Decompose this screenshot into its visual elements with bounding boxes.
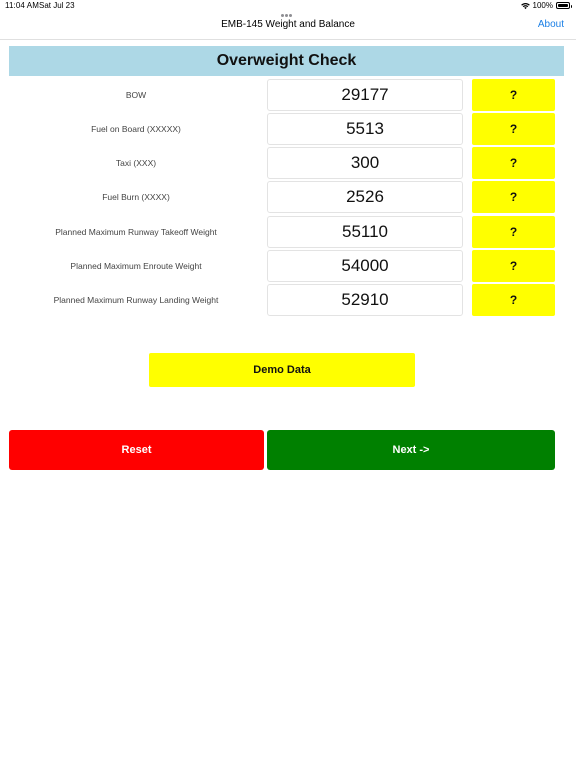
reset-button[interactable]: Reset: [9, 430, 264, 470]
fuel-on-board-input[interactable]: 5513: [267, 113, 463, 145]
fuel-on-board-label: Fuel on Board (XXXXX): [91, 124, 181, 134]
row-max-landing-weight: [0, 284, 576, 316]
wifi-icon: [521, 2, 530, 10]
max-takeoff-weight-help-button[interactable]: ?: [472, 216, 555, 248]
next-button[interactable]: Next ->: [267, 430, 555, 470]
row-fuel-burn: [0, 181, 576, 213]
multitasking-dots-icon[interactable]: [281, 4, 295, 7]
section-title: Overweight Check: [9, 46, 564, 76]
fuel-burn-input[interactable]: 2526: [267, 181, 463, 213]
row-fuel-on-board: [0, 113, 576, 145]
row-bow: [0, 79, 576, 111]
about-button[interactable]: About: [537, 19, 564, 30]
row-taxi: [0, 147, 576, 179]
bow-input[interactable]: 29177: [267, 79, 463, 111]
max-enroute-weight-label: Planned Maximum Enroute Weight: [70, 261, 202, 271]
nav-title: EMB-145 Weight and Balance: [221, 19, 355, 30]
max-landing-weight-input[interactable]: 52910: [267, 284, 463, 316]
row-max-enroute-weight: [0, 250, 576, 282]
max-enroute-weight-help-button[interactable]: ?: [472, 250, 555, 282]
demo-data-button[interactable]: Demo Data: [149, 353, 415, 387]
fuel-burn-help-button[interactable]: ?: [472, 181, 555, 213]
status-time: 11:04 AM: [5, 1, 40, 10]
navigation-bar: [0, 12, 576, 40]
bow-label: BOW: [125, 90, 147, 100]
status-date: Sat Jul 23: [39, 1, 75, 10]
status-indicators: [521, 1, 570, 10]
taxi-help-button[interactable]: ?: [472, 147, 555, 179]
fuel-burn-label: Fuel Burn (XXXX): [102, 192, 170, 202]
taxi-label: Taxi (XXX): [115, 158, 157, 168]
max-enroute-weight-input[interactable]: 54000: [267, 250, 463, 282]
battery-icon: [556, 2, 570, 9]
bow-help-button[interactable]: ?: [472, 79, 555, 111]
max-takeoff-weight-label: Planned Maximum Runway Takeoff Weight: [55, 227, 217, 237]
max-landing-weight-label: Planned Maximum Runway Landing Weight: [53, 295, 219, 305]
fuel-on-board-help-button[interactable]: ?: [472, 113, 555, 145]
status-bar: [0, 0, 576, 12]
battery-percent: 100%: [532, 1, 553, 10]
max-takeoff-weight-input[interactable]: 55110: [267, 216, 463, 248]
taxi-input[interactable]: 300: [267, 147, 463, 179]
max-landing-weight-help-button[interactable]: ?: [472, 284, 555, 316]
row-max-takeoff-weight: [0, 216, 576, 248]
